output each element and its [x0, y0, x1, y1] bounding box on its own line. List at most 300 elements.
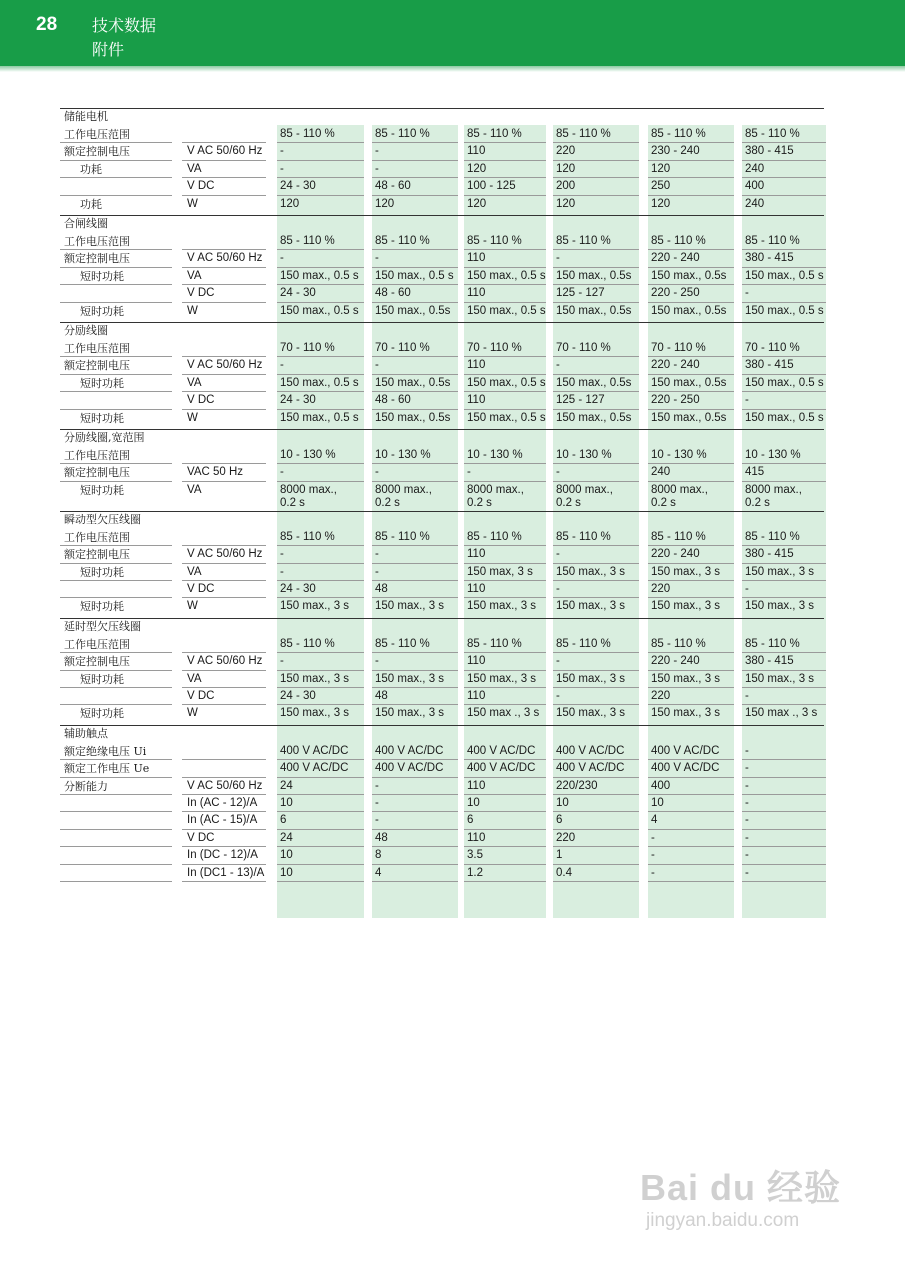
- unit-rule: [182, 249, 266, 250]
- row-unit: W: [187, 707, 198, 720]
- table-cell: 150 max., 3 s: [467, 672, 537, 685]
- cell-rule: [648, 811, 734, 812]
- cell-rule: [372, 142, 458, 143]
- table-cell: 48: [375, 690, 388, 702]
- table-cell: -: [745, 744, 749, 757]
- table-cell: -: [280, 145, 284, 158]
- cell-rule: [648, 687, 734, 688]
- label-rule: [60, 652, 172, 653]
- cell-rule: [464, 195, 546, 196]
- label-rule: [60, 704, 172, 705]
- cell-rule: [742, 374, 826, 375]
- table-cell: 220 - 240: [651, 548, 700, 561]
- cell-rule: [277, 563, 364, 564]
- table-cell: 150 max., 3 s: [375, 707, 445, 720]
- table-cell: 85 - 110 %: [745, 128, 800, 140]
- table-cell: 10: [467, 797, 480, 809]
- cell-rule: [742, 481, 826, 482]
- table-cell: 150 max., 3 s: [745, 600, 815, 613]
- table-cell: 150 max., 3 s: [745, 565, 815, 578]
- unit-rule: [182, 846, 266, 847]
- table-cell: 150 max., 3 s: [375, 600, 445, 613]
- table-cell: 85 - 110 %: [556, 530, 611, 543]
- table-cell: 400: [651, 779, 671, 792]
- label-rule: [60, 142, 172, 143]
- label-rule: [60, 777, 172, 778]
- cell-rule: [553, 759, 639, 760]
- table-cell: 85 - 110 %: [375, 128, 430, 140]
- row-unit: V DC: [187, 690, 215, 702]
- cell-rule: [464, 302, 546, 303]
- table-cell: -: [467, 466, 471, 479]
- label-rule: [60, 881, 172, 882]
- label-rule: [60, 249, 172, 250]
- watermark-logo: Bai du 经验: [640, 1167, 842, 1208]
- row-label: 工作电压范围: [64, 449, 130, 462]
- cell-rule: [277, 794, 364, 795]
- row-unit: In (DC1 - 13)/A: [187, 866, 265, 879]
- table-cell: 4: [375, 866, 382, 879]
- table-cell: 120: [467, 197, 487, 210]
- table-cell: 380 - 415: [745, 359, 794, 372]
- table-cell: 125 - 127: [556, 394, 605, 407]
- row-unit: W: [187, 411, 198, 424]
- table-cell: -: [375, 359, 379, 372]
- table-cell: 120: [651, 197, 671, 210]
- table-cell: 200: [556, 180, 576, 193]
- table-cell: 70 - 110 %: [651, 342, 706, 354]
- unit-rule: [182, 794, 266, 795]
- cell-rule: [277, 177, 364, 178]
- cell-rule: [372, 597, 458, 598]
- cell-rule: [553, 670, 639, 671]
- cell-rule: [372, 829, 458, 830]
- table-cell: 10 - 130 %: [556, 449, 612, 461]
- cell-rule: [372, 249, 458, 250]
- cell-rule: [648, 704, 734, 705]
- table-cell: 24 - 30: [280, 690, 316, 702]
- table-cell: 85 - 110 %: [745, 637, 800, 650]
- row-label: 额定控制电压: [64, 655, 130, 669]
- table-cell: 150 max., 0.5 s: [467, 376, 546, 389]
- cell-rule: [648, 195, 734, 196]
- cell-rule: [553, 160, 639, 161]
- table-cell: 70 - 110 %: [375, 342, 430, 354]
- row-unit: In (DC - 12)/A: [187, 849, 258, 862]
- table-cell: -: [280, 565, 284, 578]
- table-cell: 150 max., 0.5s: [651, 411, 727, 424]
- cell-rule: [372, 302, 458, 303]
- cell-rule: [372, 670, 458, 671]
- cell-rule: [372, 374, 458, 375]
- row-unit: VA: [187, 162, 202, 175]
- table-cell: -: [745, 779, 749, 792]
- table-cell: 120: [375, 197, 395, 210]
- section-title: 辅助触点: [64, 726, 108, 740]
- unit-rule: [182, 409, 266, 410]
- table-cell: 48 - 60: [375, 180, 411, 193]
- row-unit: In (AC - 15)/A: [187, 814, 258, 827]
- table-cell: 24 - 30: [280, 394, 316, 407]
- unit-rule: [182, 881, 266, 882]
- cell-rule: [277, 142, 364, 143]
- table-cell: 380 - 415: [745, 655, 794, 668]
- cell-rule: [372, 846, 458, 847]
- table-cell: 400: [745, 180, 765, 193]
- table-cell: 220 - 240: [651, 359, 700, 372]
- cell-rule: [553, 545, 639, 546]
- cell-rule: [553, 777, 639, 778]
- label-rule: [60, 563, 172, 564]
- cell-rule: [464, 704, 546, 705]
- table-cell: -: [745, 849, 749, 862]
- cell-rule: [553, 864, 639, 865]
- table-cell: 400 V AC/DC: [556, 762, 625, 775]
- cell-rule: [648, 374, 734, 375]
- cell-rule: [553, 374, 639, 375]
- row-unit: V AC 50/60 Hz: [187, 779, 263, 792]
- section-title: 储能电机: [64, 110, 108, 123]
- table-cell: 120: [280, 197, 300, 210]
- table-cell: -: [745, 287, 749, 300]
- table-cell: 400 V AC/DC: [651, 744, 720, 757]
- unit-rule: [182, 777, 266, 778]
- cell-rule: [464, 142, 546, 143]
- unit-rule: [182, 302, 266, 303]
- unit-rule: [182, 177, 266, 178]
- cell-rule: [553, 881, 639, 882]
- section-title: 瞬动型欠压线圈: [64, 512, 141, 526]
- cell-rule: [372, 481, 458, 482]
- cell-rule: [648, 597, 734, 598]
- table-cell: 110: [467, 252, 486, 265]
- unit-rule: [182, 481, 266, 482]
- cell-rule: [553, 580, 639, 581]
- cell-rule: [372, 794, 458, 795]
- table-cell: -: [745, 797, 749, 809]
- table-cell: 120: [651, 162, 671, 175]
- table-cell: 150 max., 3 s: [556, 672, 626, 685]
- row-unit: VA: [187, 269, 202, 282]
- cell-rule: [277, 284, 364, 285]
- cell-rule: [648, 777, 734, 778]
- cell-rule: [553, 267, 639, 268]
- table-cell: 10: [651, 797, 664, 809]
- table-cell: 240: [745, 162, 765, 175]
- table-cell: 120: [467, 162, 487, 175]
- table-cell: 48: [375, 583, 388, 595]
- table-cell: 8000 max., 0.2 s: [280, 483, 337, 509]
- row-label: 短时功耗: [80, 376, 124, 390]
- table-cell: 110: [467, 359, 486, 372]
- unit-rule: [182, 160, 266, 161]
- cell-rule: [742, 759, 826, 760]
- cell-rule: [742, 580, 826, 581]
- unit-rule: [182, 597, 266, 598]
- row-unit: VA: [187, 483, 202, 496]
- cell-rule: [742, 356, 826, 357]
- table-cell: 85 - 110 %: [467, 637, 522, 650]
- table-cell: 150 max., 3 s: [651, 565, 721, 578]
- table-cell: 400 V AC/DC: [280, 762, 349, 775]
- cell-rule: [742, 704, 826, 705]
- table-cell: -: [280, 252, 284, 265]
- cell-rule: [277, 481, 364, 482]
- table-cell: -: [280, 655, 284, 668]
- table-cell: 70 - 110 %: [745, 342, 800, 354]
- cell-rule: [648, 563, 734, 564]
- table-cell: -: [556, 466, 560, 479]
- table-cell: -: [556, 359, 560, 372]
- table-cell: 10: [280, 849, 293, 862]
- table-cell: -: [375, 655, 379, 668]
- table-cell: -: [556, 548, 560, 561]
- cell-rule: [648, 356, 734, 357]
- table-cell: 150 max ., 3 s: [745, 707, 818, 720]
- cell-rule: [464, 652, 546, 653]
- cell-rule: [277, 249, 364, 250]
- cell-rule: [742, 177, 826, 178]
- cell-rule: [648, 160, 734, 161]
- table-cell: 400 V AC/DC: [467, 744, 536, 757]
- table-cell: 110: [467, 831, 486, 844]
- table-cell: 150 max., 0.5 s: [745, 376, 824, 389]
- table-cell: 220/230: [556, 779, 598, 792]
- table-cell: 400 V AC/DC: [651, 762, 720, 775]
- label-rule: [60, 481, 172, 482]
- cell-rule: [648, 881, 734, 882]
- table-cell: -: [745, 814, 749, 827]
- cell-rule: [277, 463, 364, 464]
- table-cell: 150 max., 0.5s: [375, 411, 451, 424]
- cell-rule: [277, 374, 364, 375]
- row-unit: W: [187, 197, 198, 210]
- row-label: 额定控制电压: [64, 359, 130, 373]
- table-cell: 110: [467, 548, 486, 561]
- table-cell: -: [651, 831, 655, 844]
- table-cell: 150 max., 0.5 s: [280, 304, 359, 317]
- section-divider: [60, 108, 824, 109]
- cell-rule: [553, 704, 639, 705]
- table-cell: 8000 max., 0.2 s: [375, 483, 432, 509]
- unit-rule: [182, 652, 266, 653]
- table-cell: 10: [280, 866, 293, 879]
- page-title: 技术数据: [92, 16, 157, 35]
- unit-rule: [182, 142, 266, 143]
- cell-rule: [742, 284, 826, 285]
- table-cell: -: [375, 814, 379, 827]
- table-cell: -: [375, 145, 379, 158]
- cell-rule: [277, 881, 364, 882]
- label-rule: [60, 580, 172, 581]
- row-label: 额定绝缘电压 Ui: [64, 744, 147, 758]
- cell-rule: [277, 704, 364, 705]
- cell-rule: [742, 652, 826, 653]
- label-rule: [60, 356, 172, 357]
- table-cell: 150 max., 0.5 s: [745, 411, 824, 424]
- unit-rule: [182, 759, 266, 760]
- table-cell: -: [375, 548, 379, 561]
- table-cell: 85 - 110 %: [745, 530, 800, 543]
- section-divider: [60, 429, 824, 430]
- table-cell: 10: [556, 797, 569, 809]
- table-cell: -: [280, 548, 284, 561]
- table-cell: 220: [651, 690, 671, 702]
- table-cell: 120: [556, 162, 576, 175]
- row-unit: VA: [187, 672, 202, 685]
- table-cell: -: [745, 394, 749, 407]
- cell-rule: [277, 160, 364, 161]
- unit-rule: [182, 356, 266, 357]
- table-cell: 250: [651, 180, 671, 193]
- row-unit: V DC: [187, 394, 215, 407]
- row-label: 功耗: [80, 162, 102, 176]
- table-cell: 85 - 110 %: [280, 637, 335, 650]
- table-cell: 70 - 110 %: [280, 342, 335, 354]
- cell-rule: [742, 829, 826, 830]
- table-cell: 100 - 125: [467, 180, 516, 193]
- cell-rule: [372, 267, 458, 268]
- unit-rule: [182, 195, 266, 196]
- cell-rule: [648, 864, 734, 865]
- table-cell: 150 max., 0.5s: [556, 304, 632, 317]
- section-divider: [60, 215, 824, 216]
- cell-rule: [464, 597, 546, 598]
- cell-rule: [553, 829, 639, 830]
- cell-rule: [553, 563, 639, 564]
- table-cell: 150 max., 3 s: [280, 672, 350, 685]
- cell-rule: [464, 391, 546, 392]
- cell-rule: [648, 545, 734, 546]
- cell-rule: [464, 811, 546, 812]
- cell-rule: [372, 391, 458, 392]
- cell-rule: [553, 249, 639, 250]
- cell-rule: [648, 267, 734, 268]
- row-unit: W: [187, 600, 198, 613]
- unit-rule: [182, 670, 266, 671]
- table-cell: -: [556, 583, 560, 595]
- table-cell: -: [556, 252, 560, 265]
- page-subtitle: 附件: [92, 40, 125, 59]
- cell-rule: [648, 846, 734, 847]
- row-unit: V AC 50/60 Hz: [187, 252, 263, 265]
- row-unit: V AC 50/60 Hz: [187, 655, 263, 668]
- cell-rule: [464, 481, 546, 482]
- table-cell: 150 max., 3 s: [556, 565, 626, 578]
- cell-rule: [553, 177, 639, 178]
- cell-rule: [464, 794, 546, 795]
- label-rule: [60, 391, 172, 392]
- watermark-url: jingyan.baidu.com: [646, 1210, 800, 1231]
- label-rule: [60, 302, 172, 303]
- label-rule: [60, 160, 172, 161]
- table-cell: 150 max., 0.5s: [651, 376, 727, 389]
- table-cell: 400 V AC/DC: [280, 744, 349, 757]
- label-rule: [60, 846, 172, 847]
- table-cell: 110: [467, 394, 486, 407]
- cell-rule: [372, 409, 458, 410]
- cell-rule: [277, 777, 364, 778]
- table-cell: 85 - 110 %: [556, 637, 611, 650]
- table-cell: 8000 max., 0.2 s: [556, 483, 613, 509]
- unit-rule: [182, 545, 266, 546]
- cell-rule: [277, 195, 364, 196]
- table-cell: -: [375, 466, 379, 479]
- table-cell: 1: [556, 849, 563, 862]
- table-cell: 150 max., 3 s: [467, 600, 537, 613]
- table-cell: 110: [467, 287, 486, 300]
- unit-rule: [182, 829, 266, 830]
- row-label: 工作电压范围: [64, 128, 130, 141]
- table-cell: 150 max., 0.5s: [651, 269, 727, 282]
- cell-rule: [553, 195, 639, 196]
- cell-rule: [648, 652, 734, 653]
- unit-rule: [182, 704, 266, 705]
- table-cell: 85 - 110 %: [280, 128, 335, 140]
- cell-rule: [553, 687, 639, 688]
- cell-rule: [742, 409, 826, 410]
- table-cell: 380 - 415: [745, 145, 794, 158]
- cell-rule: [553, 302, 639, 303]
- table-cell: 85 - 110 %: [556, 235, 611, 247]
- cell-rule: [742, 794, 826, 795]
- table-cell: 150 max., 0.5 s: [745, 304, 824, 317]
- cell-rule: [372, 177, 458, 178]
- cell-rule: [553, 356, 639, 357]
- cell-rule: [464, 759, 546, 760]
- table-cell: 220: [556, 145, 576, 158]
- cell-rule: [277, 652, 364, 653]
- cell-rule: [464, 463, 546, 464]
- row-unit: VA: [187, 565, 202, 578]
- cell-rule: [648, 142, 734, 143]
- label-rule: [60, 195, 172, 196]
- cell-rule: [277, 267, 364, 268]
- cell-rule: [553, 597, 639, 598]
- section-title: 延时型欠压线圈: [64, 619, 141, 633]
- unit-rule: [182, 864, 266, 865]
- table-cell: -: [745, 583, 749, 595]
- row-label: 短时功耗: [80, 269, 124, 283]
- section-title: 分励线圈: [64, 324, 108, 337]
- label-rule: [60, 267, 172, 268]
- cell-rule: [553, 481, 639, 482]
- label-rule: [60, 463, 172, 464]
- table-cell: 220: [651, 583, 671, 595]
- cell-rule: [742, 391, 826, 392]
- table-cell: 85 - 110 %: [375, 637, 430, 650]
- cell-rule: [464, 177, 546, 178]
- unit-rule: [182, 284, 266, 285]
- cell-rule: [277, 356, 364, 357]
- table-cell: 150 max., 0.5 s: [467, 411, 546, 424]
- cell-rule: [277, 811, 364, 812]
- label-rule: [60, 794, 172, 795]
- table-cell: -: [556, 690, 560, 702]
- table-cell: 150 max., 0.5 s: [745, 269, 824, 282]
- cell-rule: [372, 759, 458, 760]
- cell-rule: [553, 391, 639, 392]
- table-cell: 240: [745, 197, 765, 210]
- table-cell: 85 - 110 %: [280, 235, 335, 247]
- cell-rule: [372, 652, 458, 653]
- cell-rule: [648, 759, 734, 760]
- table-cell: 110: [467, 145, 486, 158]
- table-cell: 120: [556, 197, 576, 210]
- table-cell: 150 max., 3 s: [745, 672, 815, 685]
- cell-rule: [372, 704, 458, 705]
- table-cell: 150 max., 3 s: [556, 707, 626, 720]
